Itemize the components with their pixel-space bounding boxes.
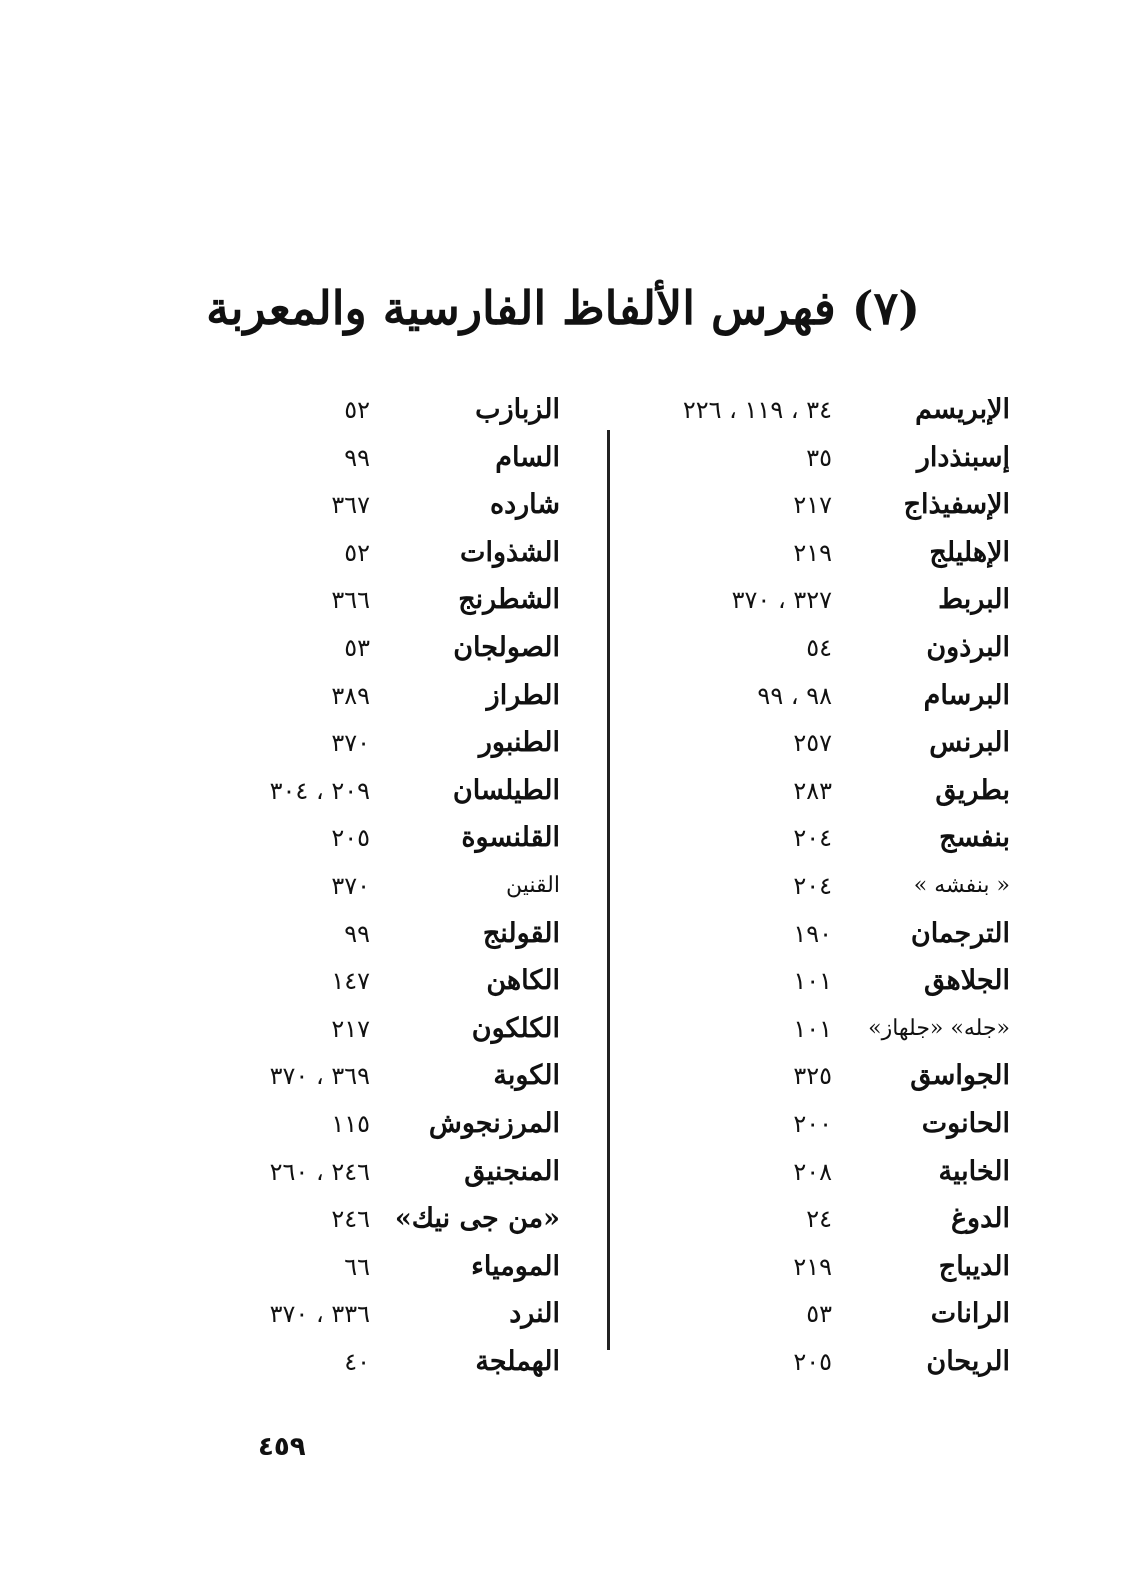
entry-term: البرسام (923, 679, 1010, 711)
index-entry (620, 578, 1010, 626)
entry-term: الجواسق (910, 1060, 1010, 1092)
index-entry (620, 912, 1010, 960)
entry-term: القولنج (482, 917, 560, 949)
index-entry (620, 436, 1010, 484)
entry-pages: ٢٠٥ (793, 1347, 832, 1376)
index-entry (210, 1197, 560, 1245)
page-title: (٧) فهرس الألفاظ الفارسية والمعربة (206, 281, 920, 335)
entry-term: النرد (509, 1298, 560, 1330)
index-entry (620, 769, 1010, 817)
index-entry (210, 721, 560, 769)
entry-pages: ٢٤ (806, 1205, 832, 1234)
entry-pages: ٢١٩ (793, 538, 832, 567)
entry-term: « بنفشه » (913, 872, 1010, 898)
entry-term: القنين (506, 872, 560, 898)
entry-term: الكوبة (493, 1060, 560, 1092)
index-entry (210, 483, 560, 531)
entry-term: الديباج (938, 1250, 1010, 1282)
index-entry (620, 388, 1010, 436)
entry-pages: ٥٢ (344, 396, 370, 424)
entry-term: السام (495, 441, 560, 473)
entry-pages: ٢١٩ (793, 1252, 832, 1281)
entry-pages: ٤٠ (344, 1347, 370, 1376)
index-entry (210, 1340, 560, 1388)
index-entry (210, 816, 560, 864)
index-entry (620, 1292, 1010, 1340)
entry-pages: ٢٥٧ (793, 729, 832, 758)
entry-term: المومياء (471, 1250, 560, 1282)
entry-term: الهملجة (475, 1345, 560, 1377)
entry-pages: ١٠١ (793, 967, 832, 996)
index-entry (210, 1150, 560, 1198)
entry-pages: ٣٦٦ (331, 586, 370, 615)
index-entry (620, 674, 1010, 722)
index-entry (210, 1292, 560, 1340)
entry-term: الطراز (486, 679, 560, 711)
index-entry (210, 531, 560, 579)
entry-pages: ٣٧٠ (331, 871, 370, 900)
entry-term: الكاهن (486, 965, 560, 997)
index-entry (620, 1245, 1010, 1293)
entry-pages: ٣٦٧ (331, 491, 370, 520)
entry-term: المرزنجوش (428, 1107, 560, 1139)
entry-pages: ٢٠٠ (793, 1109, 832, 1138)
entry-term: الطنبور (478, 727, 560, 759)
entry-term: الزبازب (475, 394, 560, 425)
entry-pages: ٣٦٩ ، ٣٧٠ (269, 1062, 370, 1091)
entry-pages: ٥٤ (806, 633, 832, 662)
entry-pages: ٩٨ ، ٩٩ (757, 681, 832, 710)
index-entry (620, 721, 1010, 769)
entry-term: الكلكون (471, 1012, 560, 1044)
entry-pages: ٢١٧ (331, 1014, 370, 1043)
entry-term: الترجمان (910, 917, 1010, 949)
index-column-left (210, 388, 560, 1387)
index-entry (210, 436, 560, 484)
index-entry (620, 1340, 1010, 1388)
index-entry (620, 816, 1010, 864)
entry-term: البرذون (926, 631, 1010, 663)
entry-pages: ٦٦ (344, 1252, 370, 1281)
index-entry (620, 959, 1010, 1007)
index-entry (210, 388, 560, 436)
entry-pages: ١٩٠ (793, 919, 832, 948)
entry-pages: ٢٠٥ (331, 824, 370, 853)
entry-term: الصولجان (453, 631, 560, 663)
entry-term: «جله» «جلهاز» (868, 1015, 1010, 1041)
entry-pages: ٩٩ (344, 443, 370, 472)
index-entry (210, 912, 560, 960)
index-entry (210, 578, 560, 626)
index-entry (210, 1102, 560, 1150)
column-divider (607, 430, 610, 1350)
entry-pages: ١٠١ (793, 1014, 832, 1043)
entry-pages: ٢٨٣ (793, 776, 832, 805)
entry-term: الخابية (938, 1155, 1010, 1187)
entry-term: البربط (938, 584, 1010, 616)
entry-term: شارده (489, 489, 560, 521)
entry-term: البرنس (929, 727, 1010, 759)
index-column-right (620, 388, 1010, 1387)
entry-term: الجلاهق (923, 965, 1010, 997)
entry-pages: ٢٤٦ ، ٢٦٠ (269, 1157, 370, 1186)
entry-pages: ٩٩ (344, 919, 370, 948)
entry-pages: ٢٠٨ (793, 1157, 832, 1186)
entry-term: الرانات (930, 1298, 1010, 1330)
index-entry (210, 864, 560, 912)
index-entry (620, 1197, 1010, 1245)
index-entry (210, 1054, 560, 1102)
entry-pages: ٢٠٤ (793, 824, 832, 853)
entry-pages: ٢٠٤ (793, 871, 832, 900)
entry-pages: ٣٨٩ (331, 681, 370, 710)
entry-pages: ٣٣٦ ، ٣٧٠ (269, 1300, 370, 1329)
index-entry (210, 674, 560, 722)
index-entry (210, 959, 560, 1007)
index-entry (620, 1102, 1010, 1150)
index-entry (620, 531, 1010, 579)
entry-pages: ٢٠٩ ، ٣٠٤ (269, 776, 370, 805)
entry-pages: ١١٥ (331, 1109, 370, 1138)
entry-term: الشذوات (460, 536, 560, 568)
entry-pages: ٥٣ (806, 1300, 832, 1329)
index-entry (620, 1150, 1010, 1198)
index-entry (210, 626, 560, 674)
index-entry (210, 769, 560, 817)
entry-term: إسبنذدار (916, 441, 1010, 473)
entry-term: الريحان (926, 1345, 1010, 1377)
page-number: ٤٥٩ (258, 1432, 306, 1462)
index-entry (620, 864, 1010, 912)
entry-term: الحانوت (921, 1107, 1010, 1139)
index-entry (210, 1007, 560, 1055)
entry-term: الإبريسم (915, 394, 1010, 425)
entry-pages: ٢٤٦ (331, 1205, 370, 1234)
index-entry (210, 1245, 560, 1293)
index-entry (620, 626, 1010, 674)
entry-pages: ٣٢٧ ، ٣٧٠ (731, 586, 832, 615)
entry-pages: ٥٢ (344, 538, 370, 567)
entry-term: الشطرنج (458, 584, 560, 616)
entry-pages: ٣٥ (806, 443, 832, 472)
entry-term: القلنسوة (461, 822, 560, 854)
entry-pages: ٢١٧ (793, 491, 832, 520)
entry-term: الدوغ (950, 1203, 1010, 1235)
entry-term: الإسفيذاج (903, 489, 1010, 521)
entry-pages: ٣٤ ، ١١٩ ، ٢٢٦ (682, 396, 832, 424)
index-entry (620, 1054, 1010, 1102)
entry-pages: ٣٢٥ (793, 1062, 832, 1091)
index-entry (620, 1007, 1010, 1055)
entry-term: «من جى نيك» (394, 1203, 560, 1235)
entry-pages: ١٤٧ (331, 967, 370, 996)
entry-pages: ٥٣ (344, 633, 370, 662)
entry-term: المنجنيق (464, 1155, 560, 1187)
entry-term: بطريق (935, 774, 1010, 806)
entry-term: الإهليلج (929, 536, 1010, 568)
entry-term: الطيلسان (452, 774, 560, 806)
entry-pages: ٣٧٠ (331, 729, 370, 758)
index-entry (620, 483, 1010, 531)
entry-term: بنفسج (939, 822, 1010, 854)
